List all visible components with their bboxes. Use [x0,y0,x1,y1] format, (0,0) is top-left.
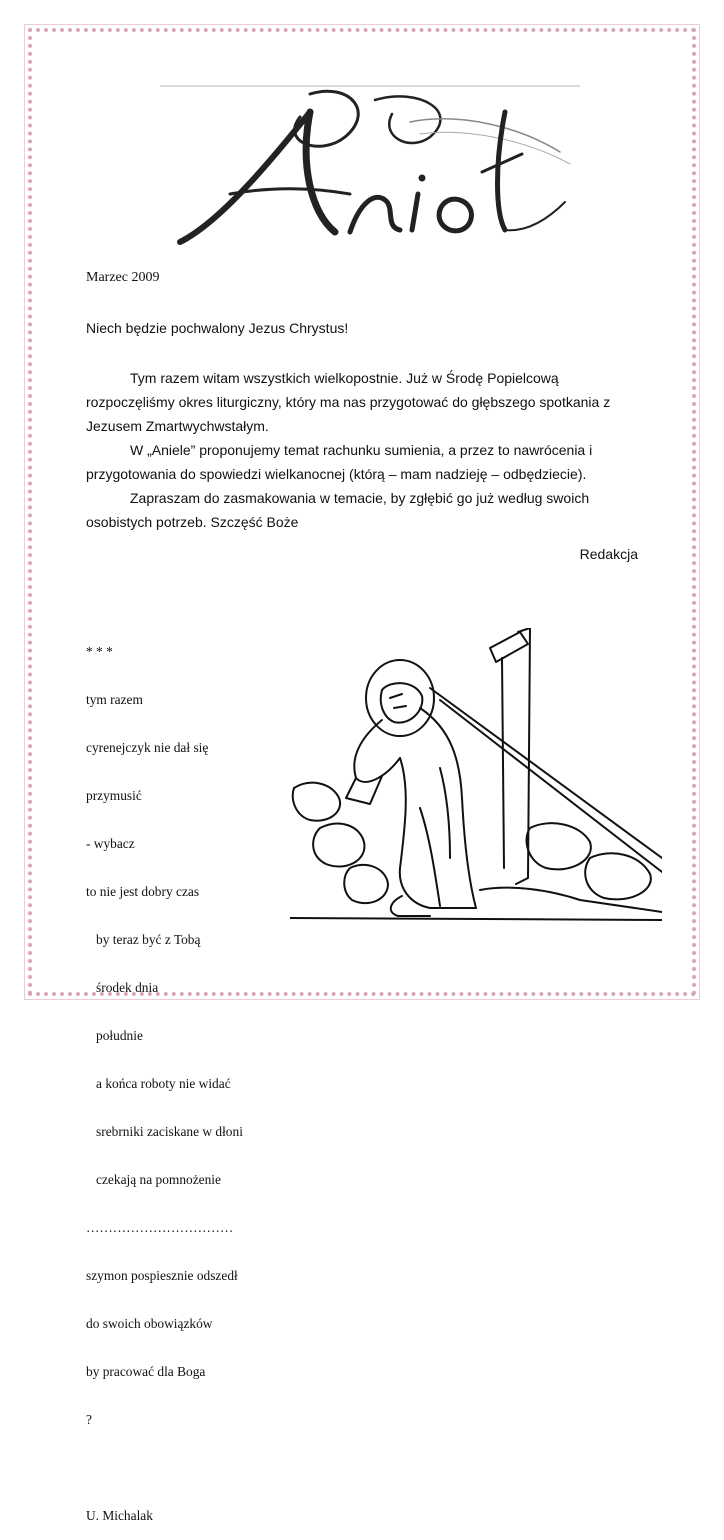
letter-signature: Redakcja [579,546,638,562]
poem-line: środek dnia [86,980,159,995]
masthead-logo-art [160,82,580,262]
letter-date: Marzec 2009 [86,270,160,285]
poem-author: U. Michalak [86,1508,153,1523]
poem-line: * * * [86,644,113,659]
poem [86,612,306,1540]
poem-line: …………………………… [86,1220,234,1235]
poem-line: ? [86,1412,92,1427]
poem-line: cyrenejczyk nie dał się [86,740,209,755]
letter-greeting: Niech będzie pochwalony Jezus Chrystus! [86,320,349,336]
poem-line: przymusić [86,788,142,803]
poem-line: by pracować dla Boga [86,1364,206,1379]
poem-line: południe [86,1028,143,1043]
letter-paragraph: Tym razem witam wszystkich wielkopostnie. Już w Środę Popielcową rozpoczęliśmy okres liturgiczny, który ma nas przygotować do głębszego spotkania z Jezusem Zmartwychwstałym. [86,370,611,434]
cross-bearer-drawing [290,628,662,924]
letter-paragraph: Zapraszam do zasmakowania w temacie, by zgłębić go już według swoich osobistych potrzeb. Szczęść Boże [86,490,590,530]
letter-body [86,366,638,534]
poem-line: a końca roboty nie widać [86,1076,231,1091]
poem-line: to nie jest dobry czas [86,884,200,899]
poem-line [86,1460,306,1476]
poem-line: by teraz być z Tobą [86,932,201,947]
masthead-logo [160,82,580,262]
poem-line: do swoich obowiązków [86,1316,213,1331]
poem-line: - wybacz [86,836,135,851]
poem-line: czekają na pomnożenie [86,1172,221,1187]
poem-line: szymon pospiesznie odszedł [86,1268,238,1283]
cross-bearer-illustration [290,628,662,924]
poem-line: srebrniki zaciskane w dłoni [86,1124,243,1139]
poem-line: tym razem [86,692,143,707]
letter-paragraph: W „Aniele” proponujemy temat rachunku sumienia, a przez to nawrócenia i przygotowania do spowiedzi wielkanocnej (którą – mam nadzieję – odbędziecie). [86,442,593,482]
